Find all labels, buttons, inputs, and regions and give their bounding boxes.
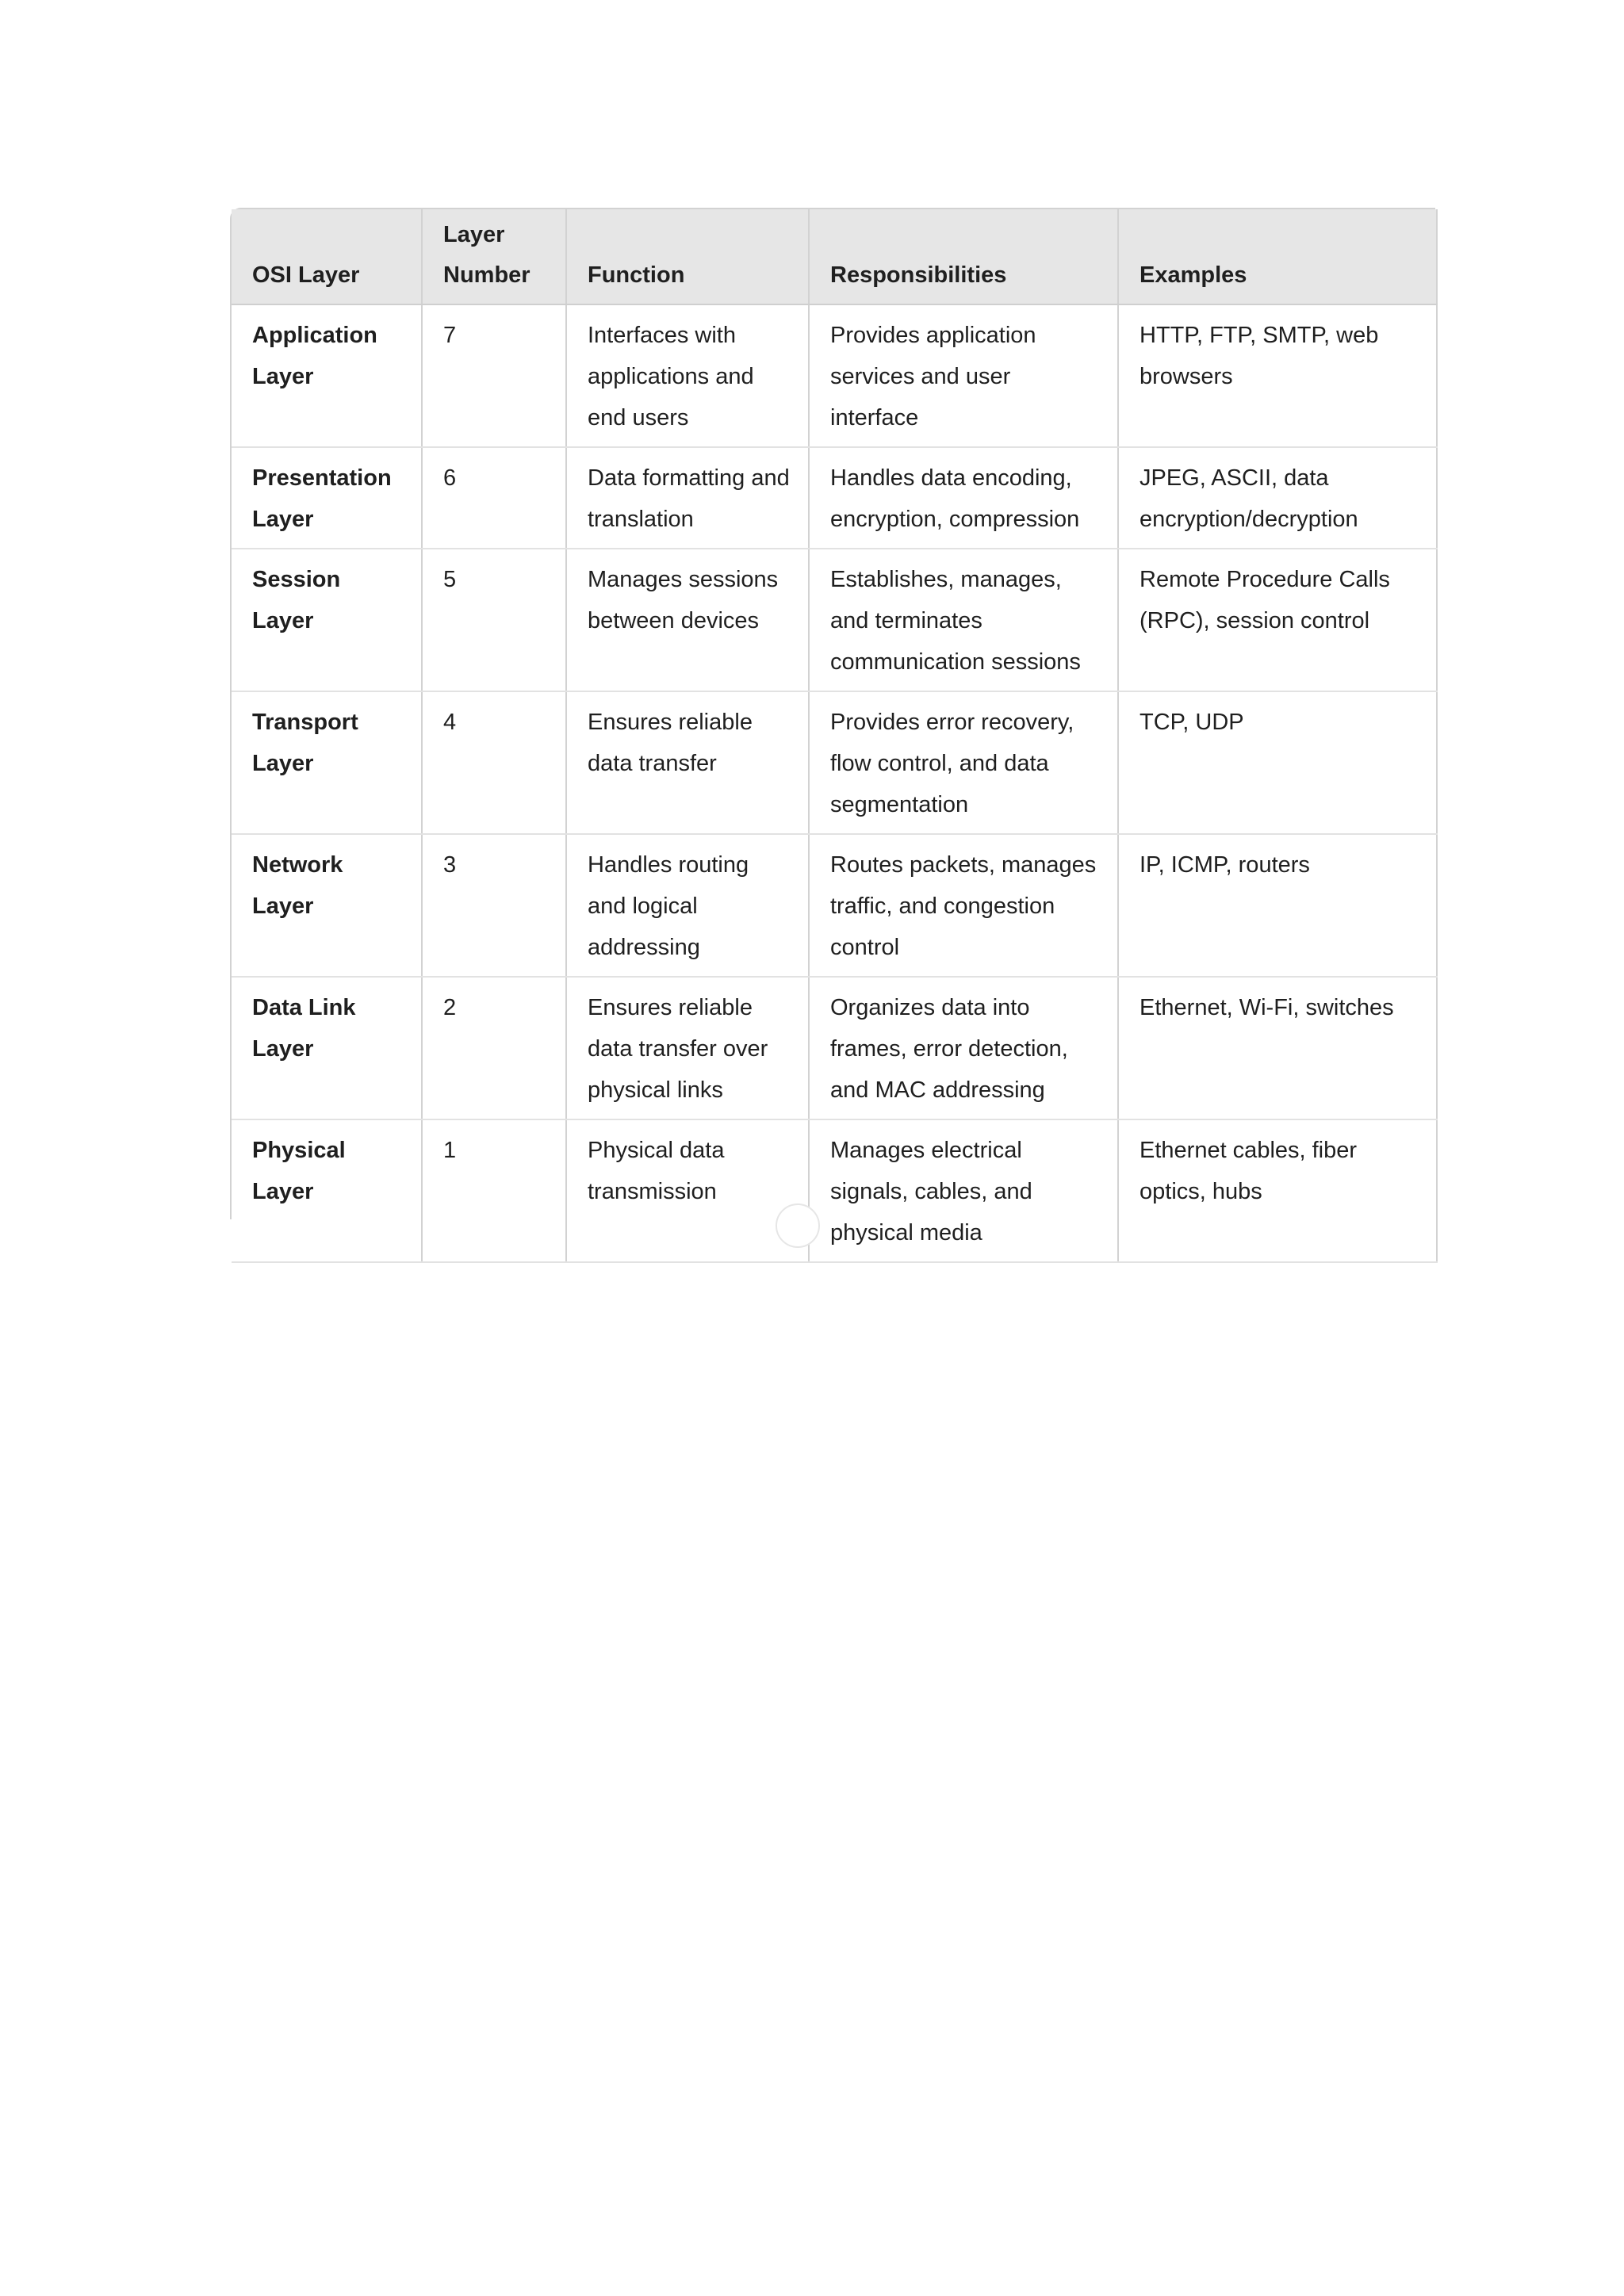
cell-number: 5 [422, 549, 566, 691]
header-responsibilities: Responsibilities [809, 209, 1118, 304]
header-osi-layer: OSI Layer [232, 209, 422, 304]
table-row [232, 549, 1437, 691]
cell-responsibilities: Manages electrical signals, cables, and physical media [809, 1119, 1118, 1262]
header-layer-number: Layer Number [422, 209, 566, 304]
cell-responsibilities: Establishes, manages, and terminates communication sessions [809, 549, 1118, 691]
table-row [232, 304, 1437, 447]
cell-responsibilities: Provides application services and user interface [809, 304, 1118, 447]
table-row [232, 834, 1437, 977]
cell-function: Data formatting and translation [566, 447, 809, 549]
cell-number: 2 [422, 977, 566, 1119]
cell-layer: Application Layer [232, 304, 422, 447]
cell-layer: Network Layer [232, 834, 422, 977]
cell-number: 3 [422, 834, 566, 977]
osi-layers-table-container [230, 208, 1435, 1246]
cell-examples: IP, ICMP, routers [1118, 834, 1437, 977]
cell-layer: Data Link Layer [232, 977, 422, 1119]
cell-layer: Presentation Layer [232, 447, 422, 549]
header-function: Function [566, 209, 809, 304]
cell-number: 4 [422, 691, 566, 834]
header-examples: Examples [1118, 209, 1437, 304]
cell-function: Handles routing and logical addressing [566, 834, 809, 977]
cell-number: 1 [422, 1119, 566, 1262]
cell-responsibilities: Provides error recovery, flow control, and data segmentation [809, 691, 1118, 834]
cell-layer: Physical Layer [232, 1119, 422, 1262]
cell-number: 7 [422, 304, 566, 447]
table-row [232, 1119, 1437, 1262]
cell-responsibilities: Handles data encoding, encryption, compression [809, 447, 1118, 549]
cell-function: Ensures reliable data transfer over physical links [566, 977, 809, 1119]
cell-function: Ensures reliable data transfer [566, 691, 809, 834]
table-row [232, 977, 1437, 1119]
cell-examples: Remote Procedure Calls (RPC), session control [1118, 549, 1437, 691]
cell-examples: TCP, UDP [1118, 691, 1437, 834]
cell-layer: Session Layer [232, 549, 422, 691]
cell-responsibilities: Routes packets, manages traffic, and congestion control [809, 834, 1118, 977]
table-header-row [232, 209, 1437, 304]
cell-layer: Transport Layer [232, 691, 422, 834]
cell-examples: Ethernet cables, fiber optics, hubs [1118, 1119, 1437, 1262]
cell-function: Interfaces with applications and end users [566, 304, 809, 447]
cell-responsibilities: Organizes data into frames, error detection, and MAC addressing [809, 977, 1118, 1119]
scroll-down-button[interactable] [776, 1203, 820, 1248]
cell-function: Physical data transmission [566, 1119, 809, 1262]
cell-number: 6 [422, 447, 566, 549]
cell-examples: HTTP, FTP, SMTP, web browsers [1118, 304, 1437, 447]
table-row [232, 447, 1437, 549]
osi-layers-table [232, 209, 1438, 1263]
cell-function: Manages sessions between devices [566, 549, 809, 691]
cell-examples: Ethernet, Wi-Fi, switches [1118, 977, 1437, 1119]
table-row [232, 691, 1437, 834]
cell-examples: JPEG, ASCII, data encryption/decryption [1118, 447, 1437, 549]
